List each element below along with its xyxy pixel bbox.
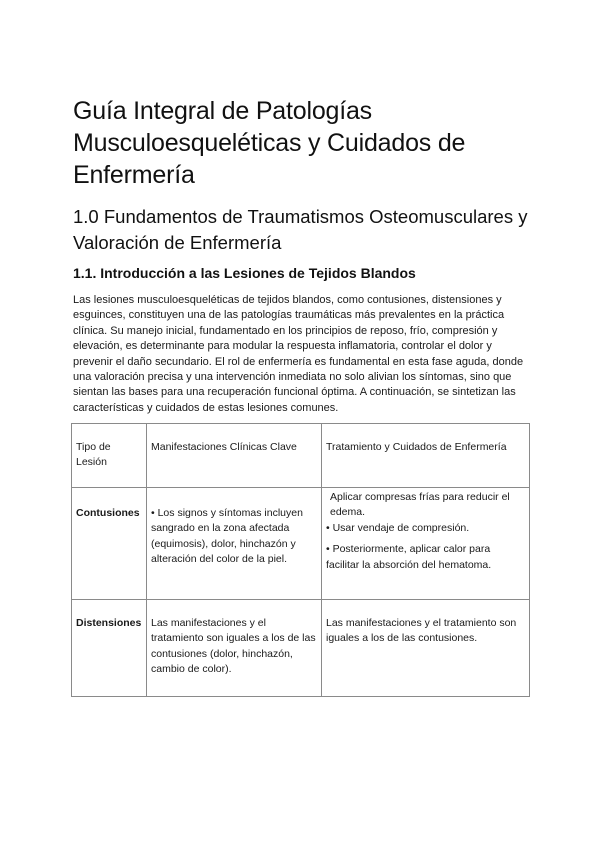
table-header-cell	[147, 424, 322, 488]
treatment-list	[322, 488, 529, 573]
manifestations-text: • Los signos y síntomas incluyen sangrado en la zona afectada (equimosis), dolor, hinchazón y alteración del color de la piel.	[151, 507, 303, 566]
table-row	[72, 488, 530, 600]
table-cell	[147, 488, 322, 600]
table-row	[72, 600, 530, 697]
table-header-cell	[322, 424, 530, 488]
table-header-row	[72, 424, 530, 488]
treatment-item: • Usar vendaje de compresión.	[326, 521, 470, 534]
treatment-item: Aplicar compresas frías para reducir el edema.	[330, 491, 510, 519]
subsection-heading: 1.1. Introducción a las Lesiones de Tejidos Blandos	[73, 265, 416, 281]
document-title: Guía Integral de Patologías Musculoesqueléticas y Cuidados de Enfermería	[73, 97, 466, 189]
lesion-table	[71, 423, 530, 697]
table-cell	[147, 600, 322, 697]
table-header-cell	[72, 424, 147, 488]
section-heading: 1.0 Fundamentos de Traumatismos Osteomusculares y Valoración de Enfermería	[73, 206, 528, 253]
header-lesion-type: Tipo de Lesión	[76, 441, 111, 469]
lesion-type-name: Contusiones	[76, 507, 140, 519]
manifestations-text: Las manifestaciones y el tratamiento son iguales a los de las contusiones (dolor, hinchazón, cambio de color).	[151, 617, 316, 676]
table-cell	[322, 600, 530, 697]
table-cell	[72, 600, 147, 697]
table-cell	[72, 488, 147, 600]
intro-paragraph: Las lesiones musculoesqueléticas de tejidos blandos, como contusiones, distensiones y esguinces, constituyen una de las patologías traumáticas más prevalentes en la práctica clínica. Su manejo inicial, fundamentado en los principios de reposo, frío, compresión y elevación, es determinante para modular la respuesta inflamatoria, controlar el dolor y prevenir el daño secundario. El rol de enfermería es fundamental en esta fase aguda, donde una valoración precisa y una intervención inmediata no solo alivian los síntomas, sino que sientan las bases para una recuperación funcional óptima. A continuación, se sintetizan las características y cuidados de estas lesiones comunes.	[73, 294, 524, 414]
treatment-text: Las manifestaciones y el tratamiento son iguales a los de las contusiones.	[326, 617, 517, 645]
lesion-type-name: Distensiones	[76, 617, 142, 629]
header-treatment: Tratamiento y Cuidados de Enfermería	[326, 441, 507, 453]
table-cell	[322, 488, 530, 600]
header-manifestations: Manifestaciones Clínicas Clave	[151, 441, 297, 453]
treatment-item: • Posteriormente, aplicar calor para facilitar la absorción del hematoma.	[326, 543, 492, 571]
